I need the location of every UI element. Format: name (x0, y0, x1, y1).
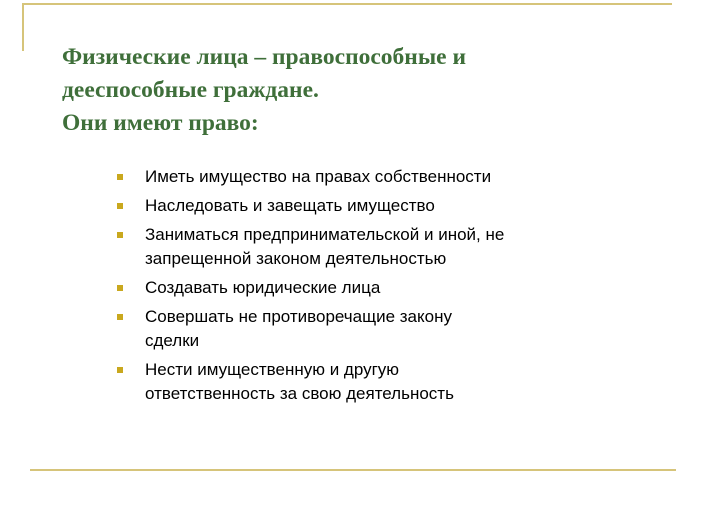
bullet-square-icon (117, 285, 123, 291)
list-item (117, 165, 504, 189)
list-item-text: Иметь имущество на правах собственности (145, 167, 492, 186)
list-item (117, 276, 504, 300)
list-item-text: Наследовать и завещать имущество (145, 196, 435, 215)
left-rule (22, 3, 24, 51)
list-item (117, 305, 504, 353)
bullet-square-icon (117, 232, 123, 238)
list-item-text: Нести имущественную и другую (145, 360, 400, 379)
rights-list (117, 165, 504, 411)
slide-title-line: Они имеют право: (62, 110, 259, 136)
list-item-text: запрещенной законом деятельностью (145, 249, 447, 268)
list-item-text: Создавать юридические лица (145, 278, 381, 297)
bullet-square-icon (117, 174, 123, 180)
list-item (117, 358, 504, 406)
list-item-text: ответственность за свою деятельность (145, 384, 454, 403)
list-item-text: Совершать не противоречащие закону (145, 307, 452, 326)
slide-title-line: Физические лица – правоспособные и (62, 44, 467, 70)
list-item (117, 194, 504, 218)
list-item-text: Заниматься предпринимательской и иной, не (145, 225, 505, 244)
bullet-square-icon (117, 367, 123, 373)
list-item-text: сделки (145, 331, 200, 350)
bullet-square-icon (117, 203, 123, 209)
list-item (117, 223, 504, 271)
slide-title-line: дееспособные граждане. (62, 77, 319, 103)
bottom-rule (30, 469, 676, 471)
slide-title (62, 41, 466, 140)
top-rule (22, 3, 672, 5)
bullet-square-icon (117, 314, 123, 320)
